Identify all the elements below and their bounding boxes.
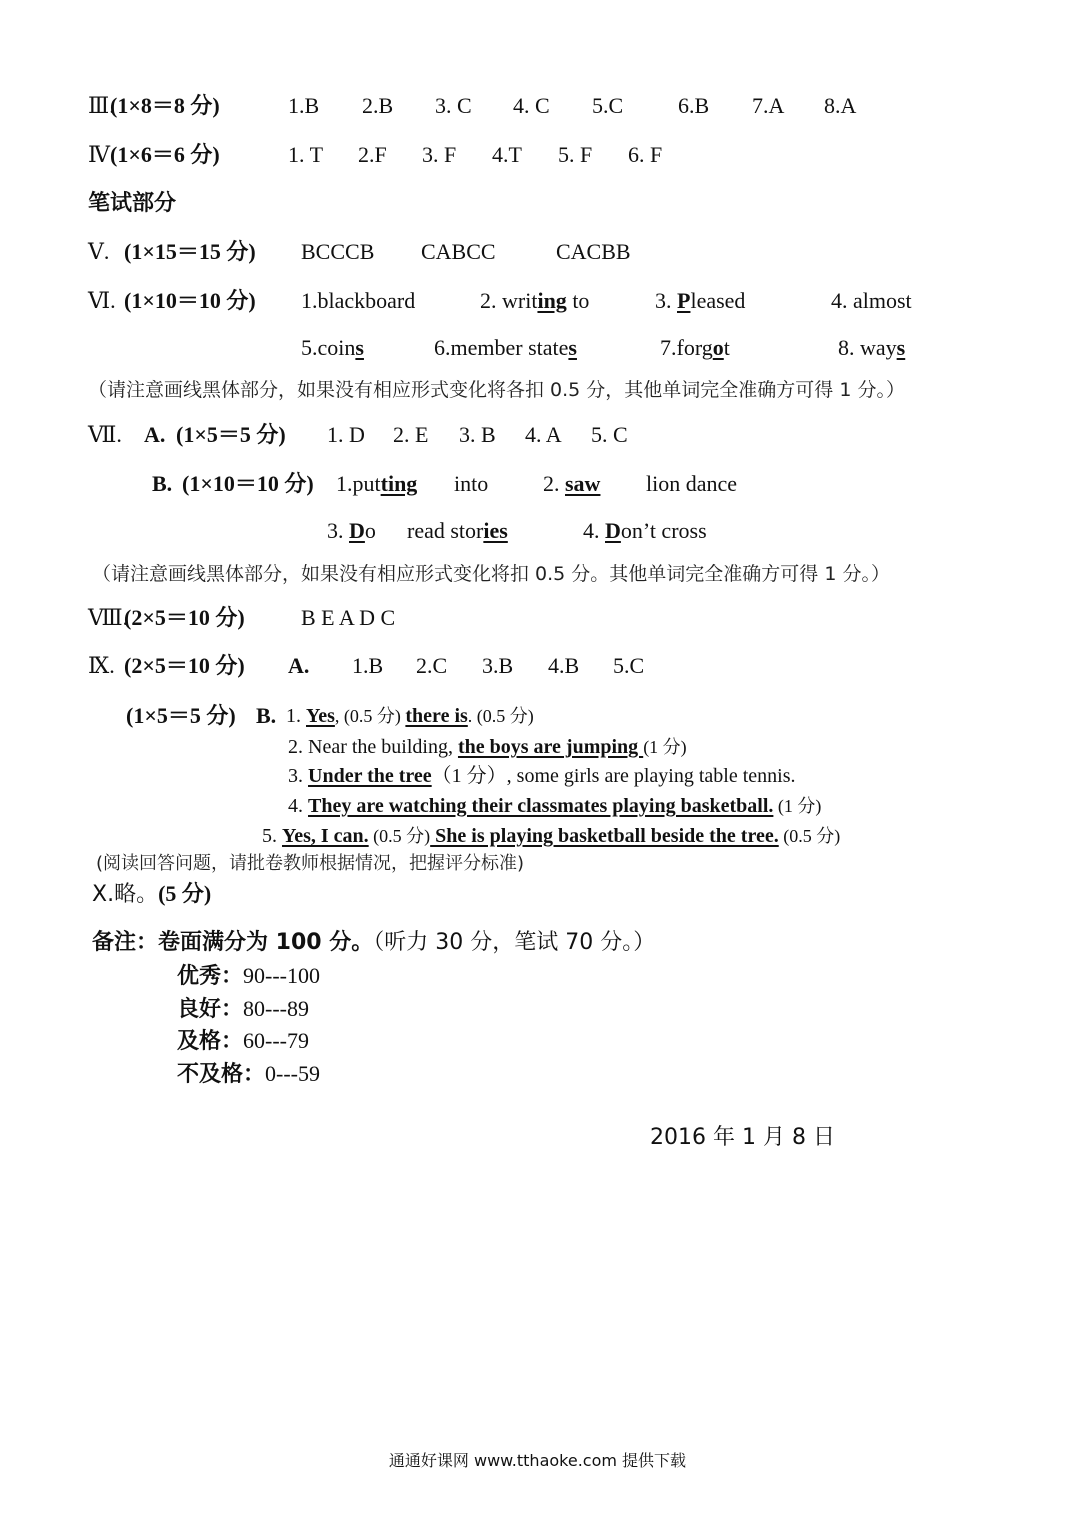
answer: 1.putting (336, 471, 418, 496)
answer: 7.forgot (660, 335, 730, 360)
grade-name: 良好： (177, 997, 244, 1022)
answer: 3. Do (327, 518, 376, 543)
answer: CABCC (421, 239, 496, 264)
answer: 3. Pleased (655, 288, 746, 313)
section-label: Ⅵ. (88, 288, 116, 313)
footer-download-note: 通通好课网 www.tthaoke.com 提供下载 (388, 1451, 687, 1470)
section-label: Ⅳ. (88, 142, 116, 167)
answer: 1. D (327, 422, 365, 447)
section-score: (1×15＝15 分) (124, 239, 256, 264)
answer: 1.blackboard (301, 288, 416, 313)
answer: 3. B (459, 422, 496, 447)
remarks-detail: （听力 30 分，笔试 70 分。） (373, 930, 656, 955)
answer: 3. C (435, 93, 472, 118)
remarks (92, 929, 655, 957)
grade-name: 不及格： (177, 1062, 266, 1087)
answer: 4.T (492, 142, 522, 167)
section-label: Ⅹ.略。 (92, 882, 159, 907)
grade-range: 60---79 (243, 1028, 309, 1053)
part-label: B. (256, 703, 277, 728)
grade-row (177, 995, 309, 1024)
grade-row (177, 962, 320, 991)
answer: 4. C (513, 93, 550, 118)
section-score: (1×5＝5 分) (126, 703, 236, 728)
answer: 4. A (525, 422, 562, 447)
answer: 4. almost (831, 288, 912, 313)
answer: 1. T (288, 142, 324, 167)
answer: 7.A (752, 93, 785, 118)
grade-name: 及格： (177, 1029, 244, 1054)
section-label: Ⅴ. (88, 239, 110, 264)
section-score: (1×10＝10 分) (124, 288, 256, 313)
answer: 5. F (558, 142, 593, 167)
document-date: 2016 年 1 月 8 日 (650, 1125, 835, 1150)
part-label: B. (152, 471, 173, 496)
section-score: (2×5＝10 分) (124, 653, 245, 678)
answer: 3.B (482, 653, 514, 678)
section-7-note: （请注意画线黑体部分，如果没有相应形式变化将扣 0.5 分。其他单词完全准确方可得 1 分。） (92, 563, 890, 585)
answer: 6.B (678, 93, 710, 118)
section-score: (1×6＝6 分) (110, 142, 220, 167)
remarks-label: 备注：卷面满分为 100 分。 (92, 930, 374, 955)
section-9-b-row-2: 2. Near the building, the boys are jumping (1 分) (288, 736, 687, 758)
section-score: (1×5＝5 分) (176, 422, 286, 447)
answer: 3. F (422, 142, 457, 167)
answer: 2. saw (543, 471, 601, 496)
section-score: (2×5＝10 分) (124, 605, 245, 630)
section-9-b-row-4: 4. They are watching their classmates playing basketball. (1 分) (288, 795, 822, 817)
grade-row (177, 1027, 309, 1056)
answer: 2.C (416, 653, 448, 678)
answer: 5.C (613, 653, 645, 678)
answer: 2. writing to (480, 288, 590, 313)
section-9-b-row-3: 3. Under the tree（1 分）, some girls are playing table tennis. (288, 765, 796, 787)
answer: 5. C (591, 422, 628, 447)
section-label: Ⅲ. (88, 93, 115, 118)
answer: lion dance (646, 471, 738, 496)
section-score: (5 分) (158, 881, 212, 906)
section-label: Ⅶ. (88, 422, 122, 447)
grade-range: 90---100 (243, 963, 320, 988)
answer: BCCCB (301, 239, 375, 264)
section-6-note: （请注意画线黑体部分，如果没有相应形式变化将各扣 0.5 分，其他单词完全准确方可得 1 分。） (88, 379, 905, 401)
answer: 4.B (548, 653, 580, 678)
answer: 2. E (393, 422, 429, 447)
answer: 1.B (288, 93, 320, 118)
answer: 4. Don’t cross (583, 518, 707, 543)
answer: into (454, 471, 489, 496)
answer: 1. Yes, (0.5 分) there is. (0.5 分) (286, 705, 534, 727)
part-label: A. (288, 653, 310, 678)
section-score: (1×8＝8 分) (110, 93, 220, 118)
part-label: A. (144, 422, 166, 447)
answer: 8. ways (838, 335, 906, 360)
answer: 1.B (352, 653, 384, 678)
grade-row (177, 1060, 320, 1089)
answer: 6.member states (434, 335, 577, 360)
grade-range: 0---59 (265, 1061, 320, 1086)
grade-name: 优秀： (177, 964, 244, 989)
answer: 5.coins (301, 335, 364, 360)
section-label: Ⅷ. (88, 605, 129, 630)
section-10 (92, 880, 211, 909)
answer: 2.B (362, 93, 394, 118)
answer: 6. F (628, 142, 663, 167)
written-heading: 笔试部分 (88, 191, 177, 216)
answer: 5.C (592, 93, 624, 118)
answer: B E A D C (301, 605, 396, 630)
section-score: (1×10＝10 分) (182, 471, 314, 496)
section-label: Ⅸ. (88, 653, 115, 678)
answer: read stories (407, 518, 508, 543)
grade-range: 80---89 (243, 996, 309, 1021)
section-9-b-row-5: 5. Yes, I can. (0.5 分) She is playing basketball beside the tree. (0.5 分) (262, 825, 841, 847)
section-9-note: (阅读回答问题，请批卷教师根据情况，把握评分标准) (96, 853, 525, 874)
answer: CACBB (556, 239, 631, 264)
answer: 2.F (358, 142, 387, 167)
answer: 8.A (824, 93, 857, 118)
